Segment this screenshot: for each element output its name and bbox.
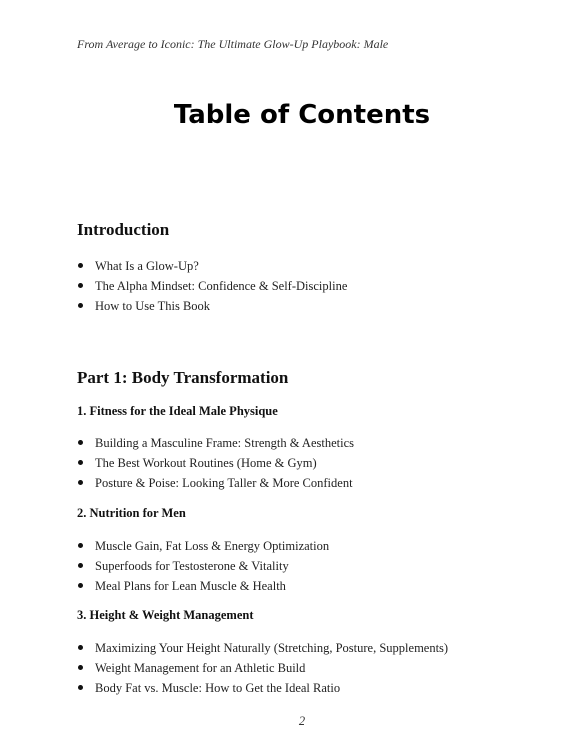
list-item: Muscle Gain, Fat Loss & Energy Optimization	[77, 536, 329, 556]
list-item: Maximizing Your Height Naturally (Stretching, Posture, Supplements)	[77, 638, 448, 658]
list-item: Body Fat vs. Muscle: How to Get the Ideal Ratio	[77, 678, 448, 698]
list-item: Weight Management for an Athletic Build	[77, 658, 448, 678]
list-item: The Alpha Mindset: Confidence & Self-Discipline	[77, 276, 347, 296]
page-title: Table of Contents	[173, 100, 431, 130]
list-item: Posture & Poise: Looking Taller & More Confident	[77, 473, 354, 493]
list-item: Superfoods for Testosterone & Vitality	[77, 556, 329, 576]
chapter-1-list	[77, 433, 354, 493]
list-item: The Best Workout Routines (Home & Gym)	[77, 453, 354, 473]
list-item: Meal Plans for Lean Muscle & Health	[77, 576, 329, 596]
chapter-heading-2: 2. Nutrition for Men	[77, 506, 186, 520]
chapter-heading-1: 1. Fitness for the Ideal Male Physique	[77, 404, 278, 418]
introduction-list	[77, 256, 347, 316]
section-heading-introduction: Introduction	[77, 220, 170, 239]
list-item: Building a Masculine Frame: Strength & Aesthetics	[77, 433, 354, 453]
chapter-2-list	[77, 536, 329, 596]
list-item: What Is a Glow-Up?	[77, 256, 347, 276]
list-item: How to Use This Book	[77, 296, 347, 316]
page-number: 2	[298, 714, 306, 728]
chapter-heading-3: 3. Height & Weight Management	[77, 608, 254, 622]
chapter-3-list	[77, 638, 448, 698]
running-header: From Average to Iconic: The Ultimate Glow-Up Playbook: Male	[77, 37, 389, 51]
section-heading-part-1: Part 1: Body Transformation	[77, 368, 289, 387]
